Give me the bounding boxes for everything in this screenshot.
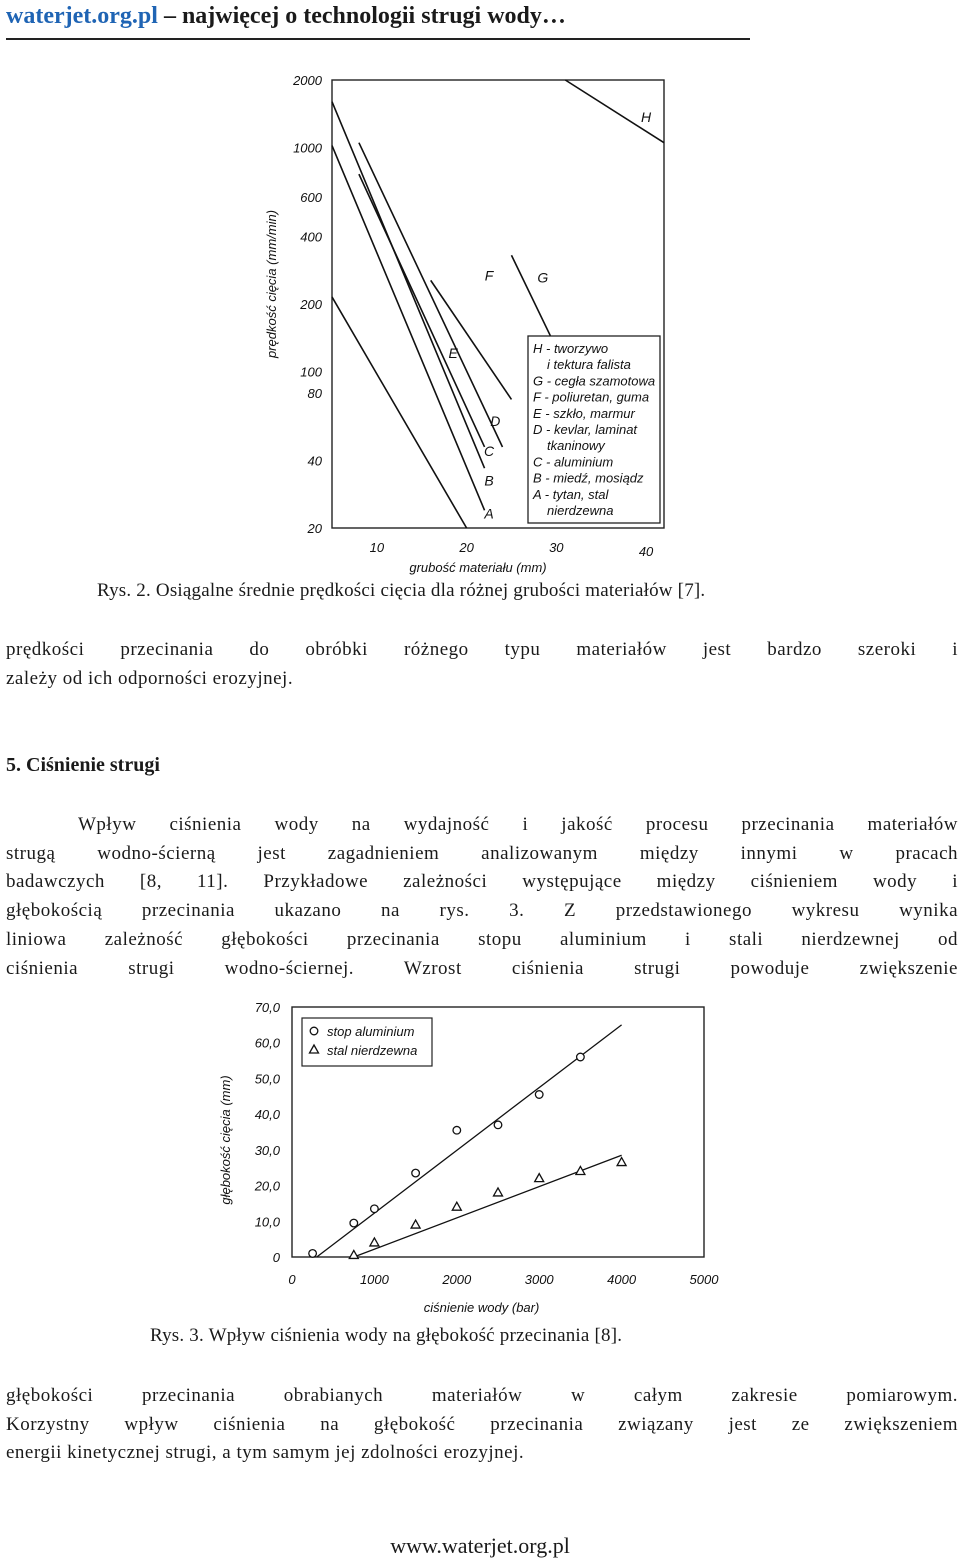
section-title: 5. Ciśnienie strugi xyxy=(6,754,160,776)
legend-entry: B - miedź, mosiądz xyxy=(533,470,644,486)
paragraph-intro xyxy=(6,636,958,693)
figure-2-caption: Rys. 2. Osiągalne średnie prędkości cięcia dla różnej grubości materiałów [7]. xyxy=(97,580,706,601)
x-tick-label: 1000 xyxy=(359,1272,389,1287)
y-tick-label: 30,0 xyxy=(254,1142,280,1158)
data-point-triangle xyxy=(617,1158,626,1166)
data-point-circle xyxy=(577,1053,585,1061)
text-line: energii kinetycznej strugi, a tym samym jej zdolności erozyjnej. xyxy=(6,1442,525,1464)
material-line-b xyxy=(332,102,485,468)
figure-3-chart xyxy=(210,995,740,1325)
y-tick-label: 200 xyxy=(300,297,322,312)
y-tick-label: 600 xyxy=(300,190,322,206)
data-point-circle xyxy=(412,1169,420,1177)
data-point-triangle xyxy=(370,1238,379,1246)
text-line: strugą wodno-ścierną jest zagadnieniem analizowanym między innymi w pracach xyxy=(6,842,958,864)
data-point-triangle xyxy=(411,1220,420,1228)
text-line: zależy od ich odporności erozyjnej. xyxy=(6,667,294,689)
material-label-c: C xyxy=(483,442,495,459)
page-header xyxy=(6,0,750,40)
y-axis-label: głębokość cięcia (mm) xyxy=(218,1075,233,1205)
legend-entry: F - poliuretan, guma xyxy=(533,389,650,405)
x-tick-label: 40 xyxy=(638,544,654,559)
data-point-circle xyxy=(535,1091,543,1099)
y-tick-label: 70,0 xyxy=(254,1000,280,1015)
material-label-e: E xyxy=(448,344,458,361)
data-point-triangle xyxy=(576,1166,585,1174)
material-label-a: A xyxy=(484,505,494,522)
material-label-f: F xyxy=(484,267,494,284)
material-label-h: H xyxy=(640,108,652,125)
legend-entry: C - aluminium xyxy=(533,454,614,470)
figure-2-chart xyxy=(250,62,700,582)
legend-entry: D - kevlar, laminat xyxy=(533,422,638,437)
legend-entry: H - tworzywo xyxy=(533,341,609,356)
paragraph-conclusion xyxy=(6,1382,958,1468)
data-point-circle xyxy=(453,1126,461,1134)
material-label-d: D xyxy=(490,413,501,430)
data-point-triangle xyxy=(535,1174,544,1182)
material-line-a xyxy=(332,146,485,511)
x-axis-label: ciśnienie wody (bar) xyxy=(423,1300,540,1315)
legend-entry: G - cegła szamotowa xyxy=(533,373,656,389)
y-tick-label: 0 xyxy=(272,1250,280,1265)
text-line: Korzystny wpływ ciśnienia na głębokość przecinania związany jest ze zwiększeniem xyxy=(6,1413,958,1435)
data-point-triangle xyxy=(349,1250,358,1258)
legend-entry: nierdzewna xyxy=(547,503,614,518)
text-line: głębokości przecinania obrabianych materiałów w całym zakresie pomiarowym. xyxy=(6,1385,958,1406)
y-tick-label: 100 xyxy=(300,364,322,380)
y-tick-label: 80 xyxy=(307,386,322,402)
figure-3-caption: Rys. 3. Wpływ ciśnienia wody na głębokość przecinania [8]. xyxy=(150,1325,623,1346)
x-tick-label: 30 xyxy=(549,540,564,555)
y-tick-label: 2000 xyxy=(293,73,322,88)
y-tick-label: 40,0 xyxy=(254,1107,280,1123)
material-line-d xyxy=(359,143,503,447)
data-point-circle xyxy=(371,1205,379,1213)
legend-entry: E - szkło, marmur xyxy=(533,405,635,421)
legend-marker-circle xyxy=(310,1027,318,1035)
y-tick-label: 1000 xyxy=(293,140,322,156)
site-link[interactable]: waterjet.org.pl xyxy=(6,3,158,29)
y-axis-label: prędkość cięcia (mm/min) xyxy=(264,209,279,359)
paragraph-pressure xyxy=(6,811,958,983)
legend-entry: stop aluminium xyxy=(327,1024,415,1039)
x-tick-label: 0 xyxy=(288,1272,296,1287)
text-line: Wpływ ciśnienia wody na wydajność i jakość procesu przecinania materiałów xyxy=(78,814,958,835)
y-tick-label: 60,0 xyxy=(254,1035,280,1051)
y-tick-label: 10,0 xyxy=(254,1214,280,1230)
material-label-g: G xyxy=(537,269,549,286)
x-tick-label: 5000 xyxy=(689,1272,719,1287)
legend-entry: i tektura falista xyxy=(547,357,631,373)
y-tick-label: 20,0 xyxy=(254,1178,280,1194)
y-tick-label: 50,0 xyxy=(254,1071,280,1087)
material-line-c xyxy=(359,174,485,447)
material-label-b: B xyxy=(484,472,494,489)
legend-entry: stal nierdzewna xyxy=(327,1043,418,1058)
data-point-circle xyxy=(309,1250,317,1258)
text-line: ciśnienia strugi wodno-ściernej. Wzrost ciśnienia strugi powoduje zwiększenie xyxy=(6,957,958,979)
header-tagline: – najwięcej o technologii strugi wody… xyxy=(157,3,566,29)
y-tick-label: 40 xyxy=(307,453,322,469)
material-line-e xyxy=(332,297,467,528)
text-line: głębokością przecinania ukazano na rys. 3. Z przedstawionego wykresu wynika xyxy=(6,900,958,922)
x-tick-label: 3000 xyxy=(524,1272,554,1287)
x-tick-label: 20 xyxy=(459,540,474,555)
footer-url[interactable]: www.waterjet.org.pl xyxy=(390,1533,570,1558)
text-line: badawczych [8, 11]. Przykładowe zależności występujące między ciśnieniem wody i xyxy=(6,871,958,893)
y-tick-label: 20 xyxy=(307,521,322,536)
data-point-triangle xyxy=(452,1202,461,1210)
data-point-circle xyxy=(494,1121,502,1129)
legend-entry: tkaninowy xyxy=(547,438,605,454)
text-line: prędkości przecinania do obróbki różnego typu materiałów jest bardzo szeroki i xyxy=(6,639,958,660)
x-tick-label: 4000 xyxy=(607,1272,637,1287)
y-tick-label: 400 xyxy=(300,229,322,245)
legend-entry: A - tytan, stal xyxy=(533,486,609,502)
data-point-circle xyxy=(350,1219,358,1227)
x-axis-label: grubość materiału (mm) xyxy=(409,560,547,575)
data-point-triangle xyxy=(494,1188,503,1196)
text-line: liniowa zależność głębokości przecinania stopu aluminium i stali nierdzewnej od xyxy=(6,928,958,950)
x-tick-label: 2000 xyxy=(442,1272,472,1287)
x-tick-label: 10 xyxy=(369,540,385,555)
